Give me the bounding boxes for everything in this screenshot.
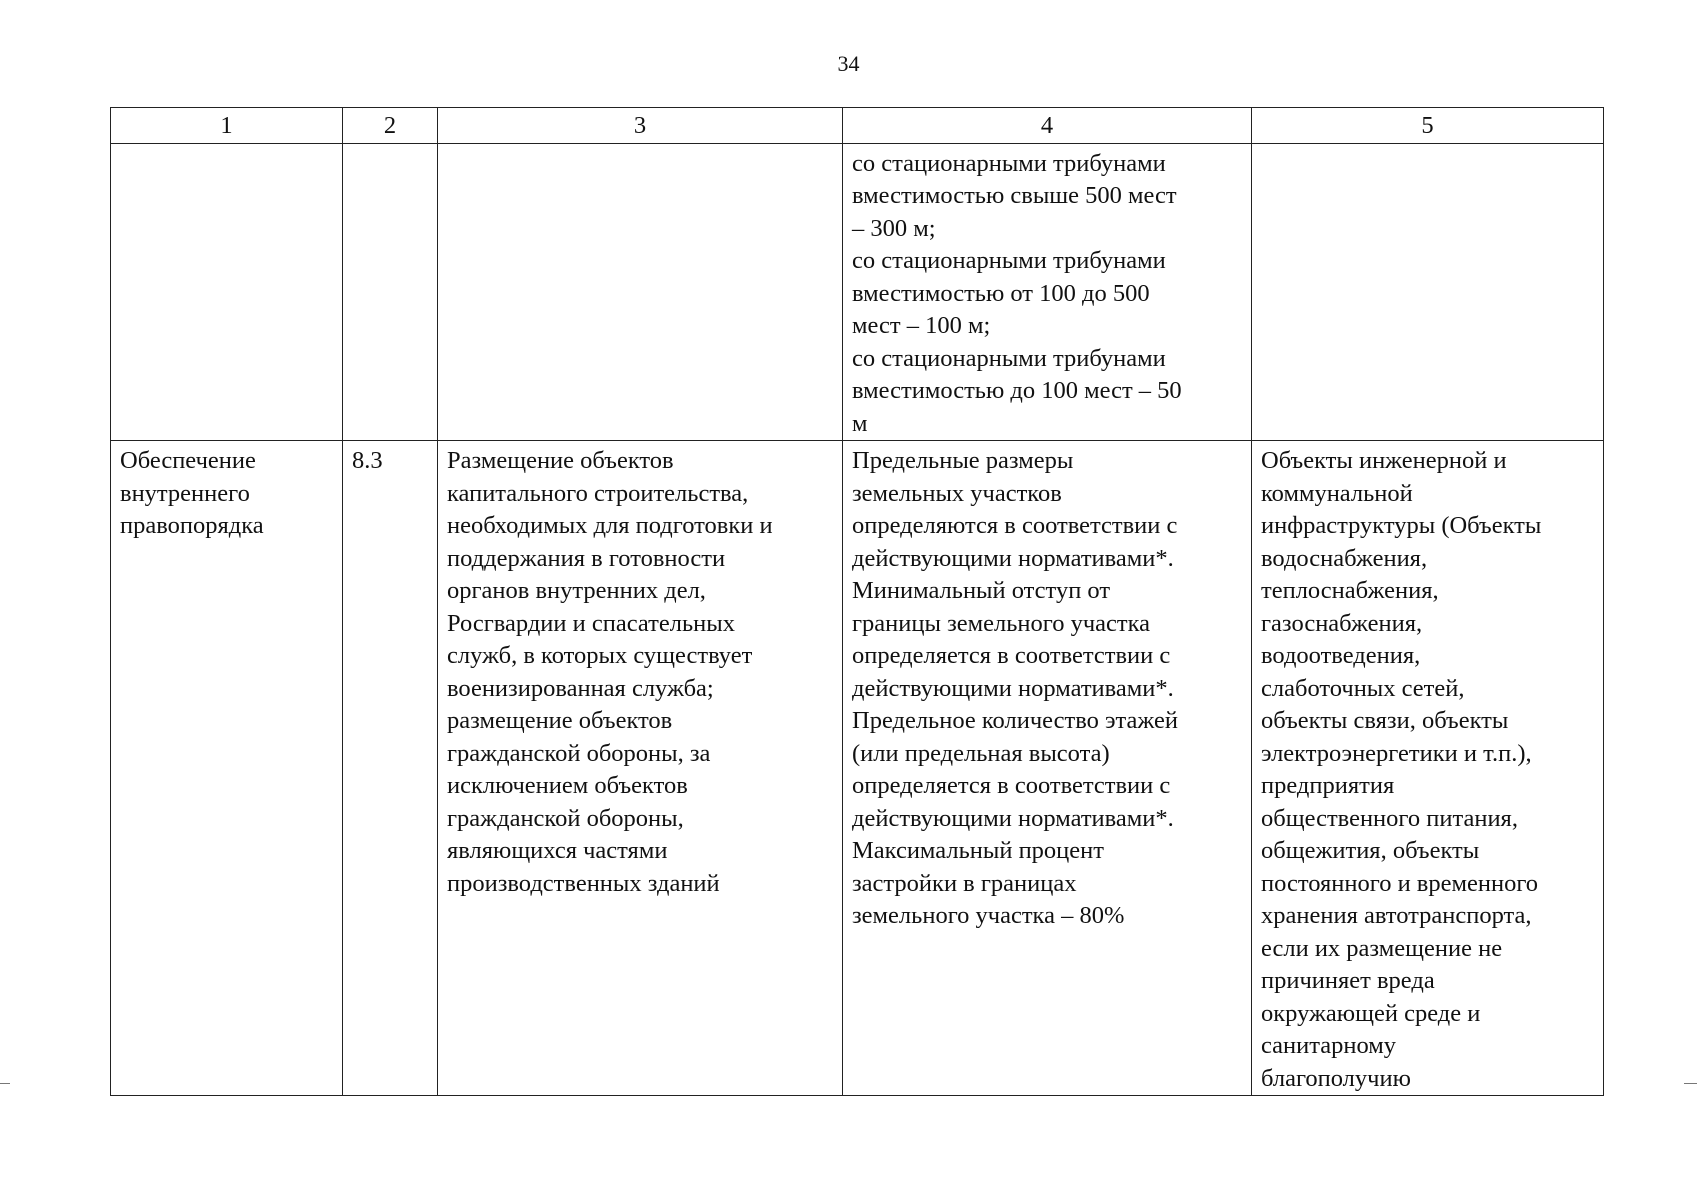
cell-row2-auxiliary-uses (1252, 441, 1604, 1096)
cell-text-line: определяются в соответствии с (852, 512, 1178, 539)
table-row (111, 441, 1604, 1096)
cell-text-line: действующими нормативами*. (852, 804, 1174, 832)
cell-text-line: капитального строительства, (447, 479, 749, 507)
cell-text-line: земельного участка – 80% (852, 902, 1125, 929)
cell-text-line: водоснабжения, (1261, 544, 1428, 572)
table-header-row (111, 108, 1604, 144)
cell-row2-parameters (843, 441, 1252, 1096)
cell-text-line: причиняет вреда (1261, 967, 1435, 994)
cell-text-line: действующими нормативами*. (852, 544, 1174, 572)
cell-text-line: Объекты инженерной и (1261, 447, 1507, 474)
cell-text-line: вместимостью от 100 до 500 (852, 279, 1150, 307)
cell-row1-auxiliary-uses (1252, 143, 1604, 441)
cell-text-line: коммунальной (1261, 479, 1413, 507)
header-col-1: 1 (111, 108, 343, 144)
cell-text-line: земельных участков (852, 479, 1062, 507)
cell-text-line: мест – 100 м; (852, 312, 991, 339)
cell-text-line: органов внутренних дел, (447, 577, 706, 604)
cell-text-line: газоснабжения, (1261, 609, 1423, 637)
cell-text-line: инфраструктуры (Объекты (1261, 512, 1542, 539)
cell-text-line: внутреннего (120, 479, 250, 507)
cell-row1-use-name (111, 143, 343, 441)
cell-text-line: исключением объектов (447, 772, 688, 799)
regulations-table (110, 107, 1604, 1096)
scan-mark-left (0, 1083, 10, 1084)
cell-text-line: гражданской обороны, за (447, 739, 711, 767)
header-col-4: 4 (843, 108, 1252, 144)
cell-row2-code (343, 441, 438, 1096)
cell-row2-description (438, 441, 843, 1096)
cell-text-line: Размещение объектов (447, 447, 674, 474)
cell-text-line: определяется в соответствии с (852, 642, 1171, 669)
header-col-3: 3 (438, 108, 843, 144)
cell-text-line: границы земельного участка (852, 609, 1151, 637)
cell-text-line: теплоснабжения, (1261, 577, 1439, 604)
cell-text-line: Обеспечение (120, 447, 256, 474)
header-col-5: 5 (1252, 108, 1604, 144)
cell-text-line: действующими нормативами*. (852, 674, 1174, 702)
cell-text-line: со стационарными трибунами (852, 149, 1166, 177)
cell-text-line: застройки в границах (852, 869, 1077, 897)
cell-text-line: общежития, объекты (1261, 837, 1480, 864)
cell-text-line: санитарному (1261, 1032, 1397, 1059)
cell-text-line: вместимостью свыше 500 мест (852, 182, 1177, 209)
cell-text-line: (или предельная высота) (852, 739, 1110, 767)
cell-text-line: электроэнергетики и т.п.), (1261, 739, 1532, 767)
cell-text-line: если их размещение не (1261, 934, 1503, 962)
cell-text-line: водоотведения, (1261, 642, 1421, 669)
cell-row1-description (438, 143, 843, 441)
cell-text-line: поддержания в готовности (447, 544, 726, 572)
cell-text-line: Максимальный процент (852, 837, 1104, 864)
cell-text-line: вместимостью до 100 мест – 50 (852, 377, 1182, 404)
cell-text-line: хранения автотранспорта, (1261, 902, 1532, 929)
cell-text-line: слаботочных сетей, (1261, 674, 1465, 702)
cell-text-line: размещение объектов (447, 707, 673, 734)
cell-text-line: м (852, 409, 868, 437)
cell-text-line: Предельное количество этажей (852, 707, 1178, 734)
cell-text-line: – 300 м; (852, 214, 936, 242)
scan-mark-right (1684, 1083, 1697, 1084)
cell-text-line: 8.3 (352, 447, 383, 474)
cell-text-line: правопорядка (120, 512, 264, 539)
cell-text-line: общественного питания, (1261, 804, 1518, 832)
cell-text-line: необходимых для подготовки и (447, 512, 773, 539)
cell-text-line: благополучию (1261, 1064, 1411, 1092)
cell-row2-use-name (111, 441, 343, 1096)
cell-text-line: производственных зданий (447, 869, 720, 897)
cell-text-line: со стационарными трибунами (852, 344, 1166, 372)
cell-text-line: постоянного и временного (1261, 869, 1539, 897)
cell-text-line: служб, в которых существует (447, 642, 753, 669)
cell-text-line: окружающей среде и (1261, 999, 1481, 1027)
cell-text-line: со стационарными трибунами (852, 247, 1166, 274)
cell-text-line: определяется в соответствии с (852, 772, 1171, 799)
cell-text-line: являющихся частями (447, 837, 668, 864)
cell-text-line: Росгвардии и спасательных (447, 609, 735, 637)
cell-text-line: Предельные размеры (852, 447, 1074, 474)
cell-text-line: гражданской обороны, (447, 804, 684, 832)
header-col-2: 2 (343, 108, 438, 144)
cell-text-line: Минимальный отступ от (852, 577, 1111, 604)
cell-text-line: объекты связи, объекты (1261, 707, 1509, 734)
cell-row1-parameters (843, 143, 1252, 441)
cell-text-line: военизированная служба; (447, 674, 714, 702)
cell-row1-code (343, 143, 438, 441)
page-number: 34 (837, 51, 860, 76)
cell-text-line: предприятия (1261, 772, 1395, 799)
table-row (111, 143, 1604, 441)
